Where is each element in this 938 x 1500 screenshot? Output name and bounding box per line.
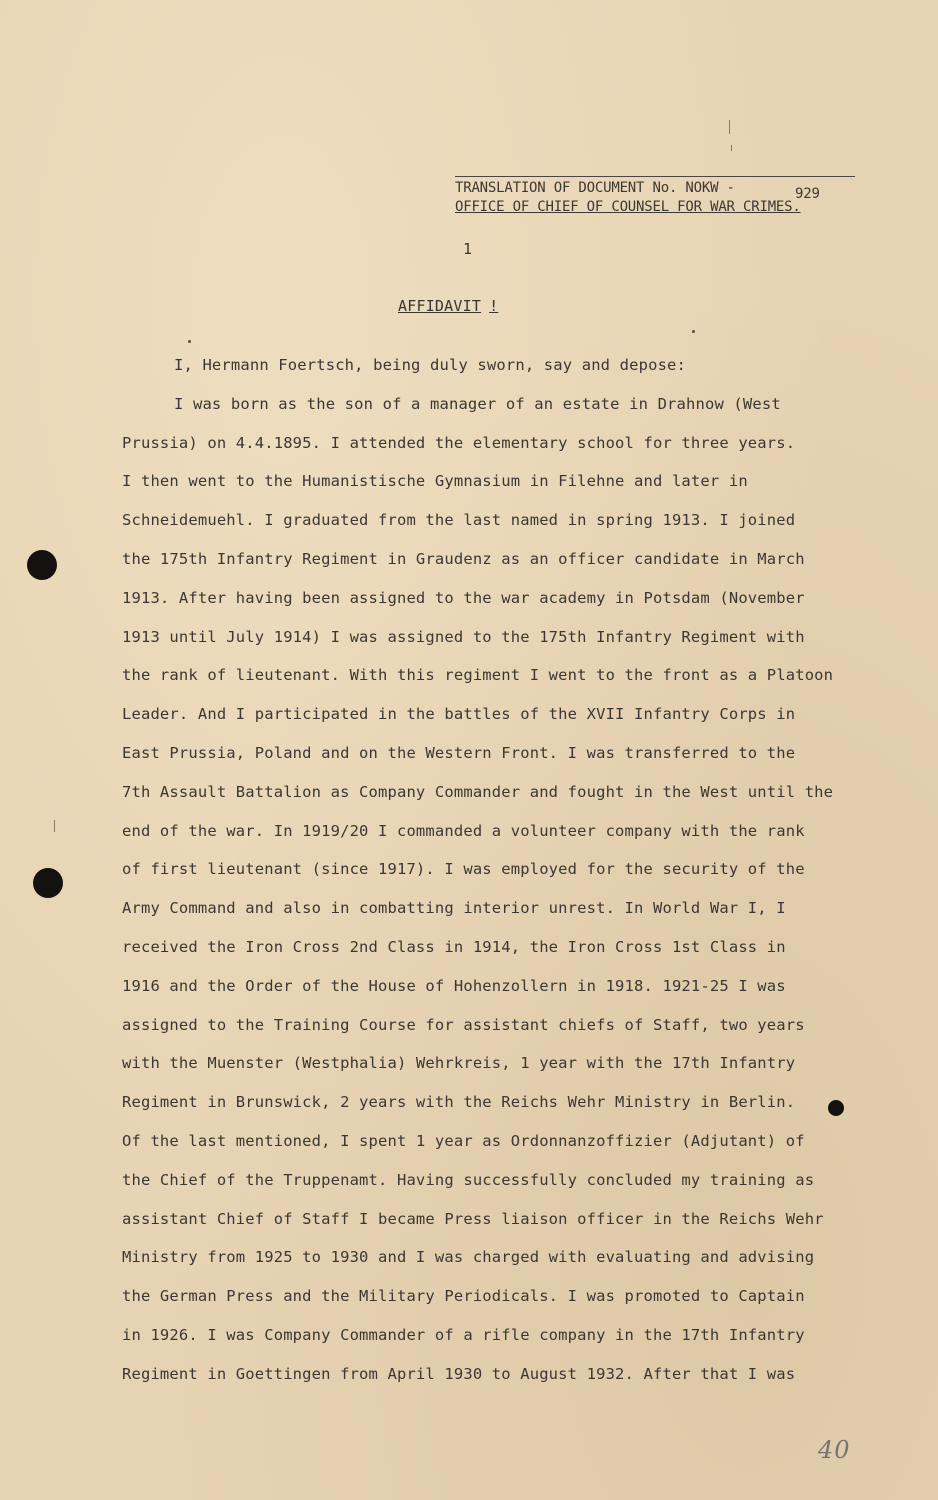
text-line: I then went to the Humanistische Gymnasium in Filehne and later in — [122, 472, 748, 491]
text-line: Ministry from 1925 to 1930 and I was charged with evaluating and advising — [122, 1248, 815, 1267]
margin-mark — [729, 120, 730, 134]
text-line: assigned to the Training Course for assistant chiefs of Staff, two years — [122, 1015, 805, 1034]
text-line: Schneidemuehl. I graduated from the last named in spring 1913. I joined — [122, 511, 796, 530]
page-number: 1 — [463, 240, 473, 258]
text-line: Of the last mentioned, I spent 1 year as Ordonnanzoffizier (Adjutant) of — [122, 1131, 805, 1150]
document-number: 929 — [795, 186, 820, 202]
text-line: of first lieutenant (since 1917). I was employed for the security of the — [122, 860, 805, 879]
text-line: with the Muenster (Westphalia) Wehrkreis, 1 year with the 17th Infantry — [122, 1054, 796, 1073]
office-line: OFFICE OF CHIEF OF COUNSEL FOR WAR CRIMES. — [455, 199, 801, 215]
text-line: the German Press and the Military Periodicals. I was promoted to Captain — [122, 1287, 805, 1306]
text-line: Leader. And I participated in the battles of the XVII Infantry Corps in — [122, 705, 796, 724]
margin-mark — [731, 145, 732, 151]
punch-hole — [828, 1100, 844, 1116]
text-line: Army Command and also in combatting interior unrest. In World War I, I — [122, 899, 786, 918]
folio-number: 40 — [818, 1436, 851, 1464]
paper-speck — [188, 340, 191, 343]
document-header — [455, 176, 855, 217]
text-line: assistant Chief of Staff I became Press liaison officer in the Reichs Wehr — [122, 1209, 824, 1228]
text-line: 1913 until July 1914) I was assigned to the 175th Infantry Regiment with — [122, 627, 805, 646]
text-line: East Prussia, Poland and on the Western Front. I was transferred to the — [122, 743, 796, 762]
text-line: I was born as the son of a manager of an estate in Drahnow (West — [174, 394, 781, 413]
text-line: Prussia) on 4.4.1895. I attended the elementary school for three years. — [122, 433, 796, 452]
text-line: received the Iron Cross 2nd Class in 1914, the Iron Cross 1st Class in — [122, 937, 786, 956]
text-line: Regiment in Brunswick, 2 years with the Reichs Wehr Ministry in Berlin. — [122, 1093, 796, 1112]
text-line: end of the war. In 1919/20 I commanded a volunteer company with the rank — [122, 821, 805, 840]
paper-speck — [692, 330, 695, 333]
text-line: the rank of lieutenant. With this regiment I went to the front as a Platoon — [122, 666, 834, 685]
text-line: 1916 and the Order of the House of Hohenzollern in 1918. 1921-25 I was — [122, 976, 786, 995]
punch-hole — [33, 868, 63, 898]
title-mark: ! — [489, 297, 499, 315]
text-line: Regiment in Goettingen from April 1930 to August 1932. After that I was — [122, 1364, 796, 1383]
text-line: 1913. After having been assigned to the war academy in Potsdam (November — [122, 588, 805, 607]
margin-mark — [54, 820, 55, 832]
translation-line: TRANSLATION OF DOCUMENT No. NOKW - — [455, 180, 735, 196]
punch-hole — [27, 550, 57, 580]
title-text: AFFIDAVIT — [398, 297, 482, 315]
text-line: I, Hermann Foertsch, being duly sworn, say and depose: — [174, 356, 687, 374]
text-line: 7th Assault Battalion as Company Commander and fought in the West until the — [122, 782, 834, 801]
affidavit-body — [122, 353, 867, 1401]
document-title — [398, 297, 498, 315]
text-line: in 1926. I was Company Commander of a rifle company in the 17th Infantry — [122, 1325, 805, 1344]
text-line: the Chief of the Truppenamt. Having successfully concluded my training as — [122, 1170, 815, 1189]
text-line: the 175th Infantry Regiment in Graudenz as an officer candidate in March — [122, 549, 805, 568]
